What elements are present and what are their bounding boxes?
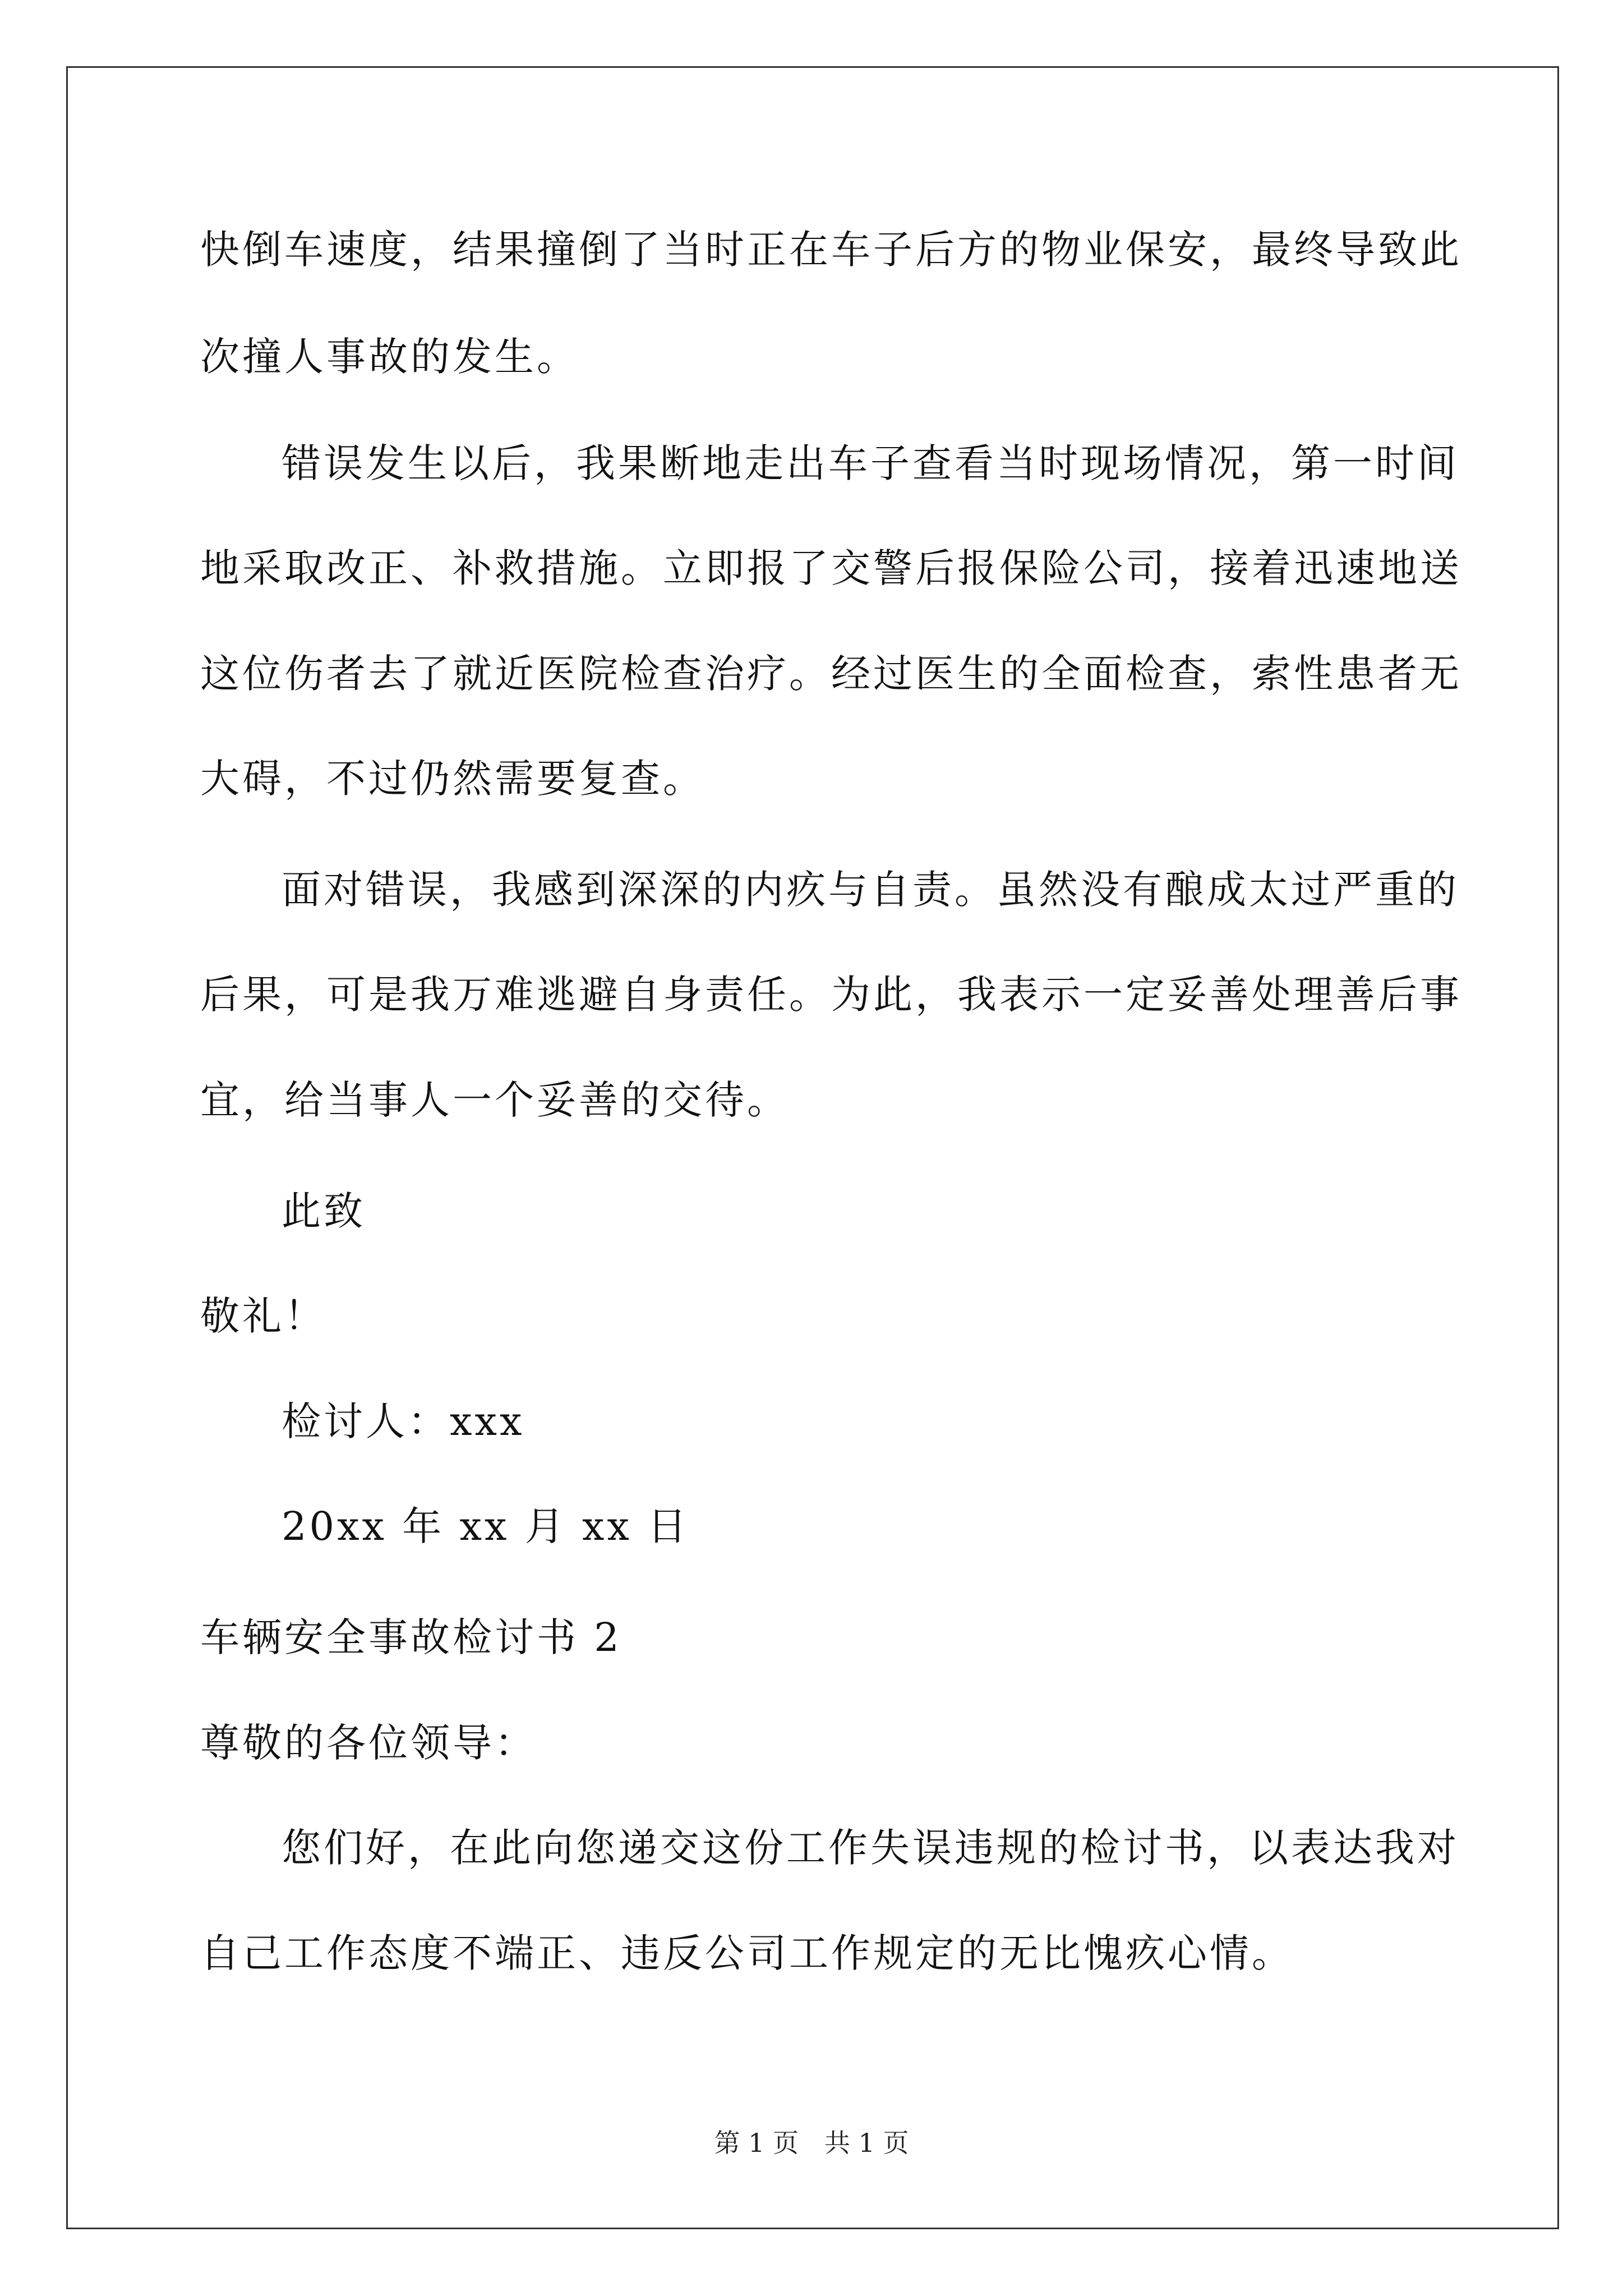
text-line: 您们好，在此向您递交这份工作失误违规的检讨书，以表达我对: [282, 1825, 1459, 1871]
date-line: 20xx 年 xx 月 xx 日: [282, 1503, 690, 1549]
text-line: 面对错误，我感到深深的内疚与自责。虽然没有酿成太过严重的: [282, 867, 1459, 913]
text-line: 次撞人事故的发生。: [200, 334, 579, 380]
text-line: 错误发生以后，我果断地走出车子查看当时现场情况，第一时间: [282, 440, 1459, 486]
signature-line: 检讨人：xxx: [282, 1398, 525, 1444]
text-line: 后果，可是我万难逃避自身责任。为此，我表示一定妥善处理善后事: [200, 972, 1462, 1018]
closing-line: 此致: [282, 1188, 366, 1234]
section-title: 车辆安全事故检讨书 2: [200, 1614, 622, 1660]
page-footer: 第 1 页 共 1 页: [714, 2128, 909, 2158]
salutation-line: 敬礼！: [200, 1293, 326, 1339]
greeting-line: 尊敬的各位领导：: [200, 1720, 537, 1766]
text-line: 大碍，不过仍然需要复查。: [200, 756, 705, 802]
text-line: 这位伤者去了就近医院检查治疗。经过医生的全面检查，索性患者无: [200, 651, 1462, 697]
text-line: 自己工作态度不端正、违反公司工作规定的无比愧疚心情。: [200, 1930, 1294, 1976]
text-line: 地采取改正、补救措施。立即报了交警后报保险公司，接着迅速地送: [200, 545, 1462, 591]
text-line: 快倒车速度，结果撞倒了当时正在车子后方的物业保安，最终导致此: [200, 227, 1462, 273]
text-line: 宜，给当事人一个妥善的交待。: [200, 1077, 789, 1123]
page-border: [66, 66, 1559, 2229]
